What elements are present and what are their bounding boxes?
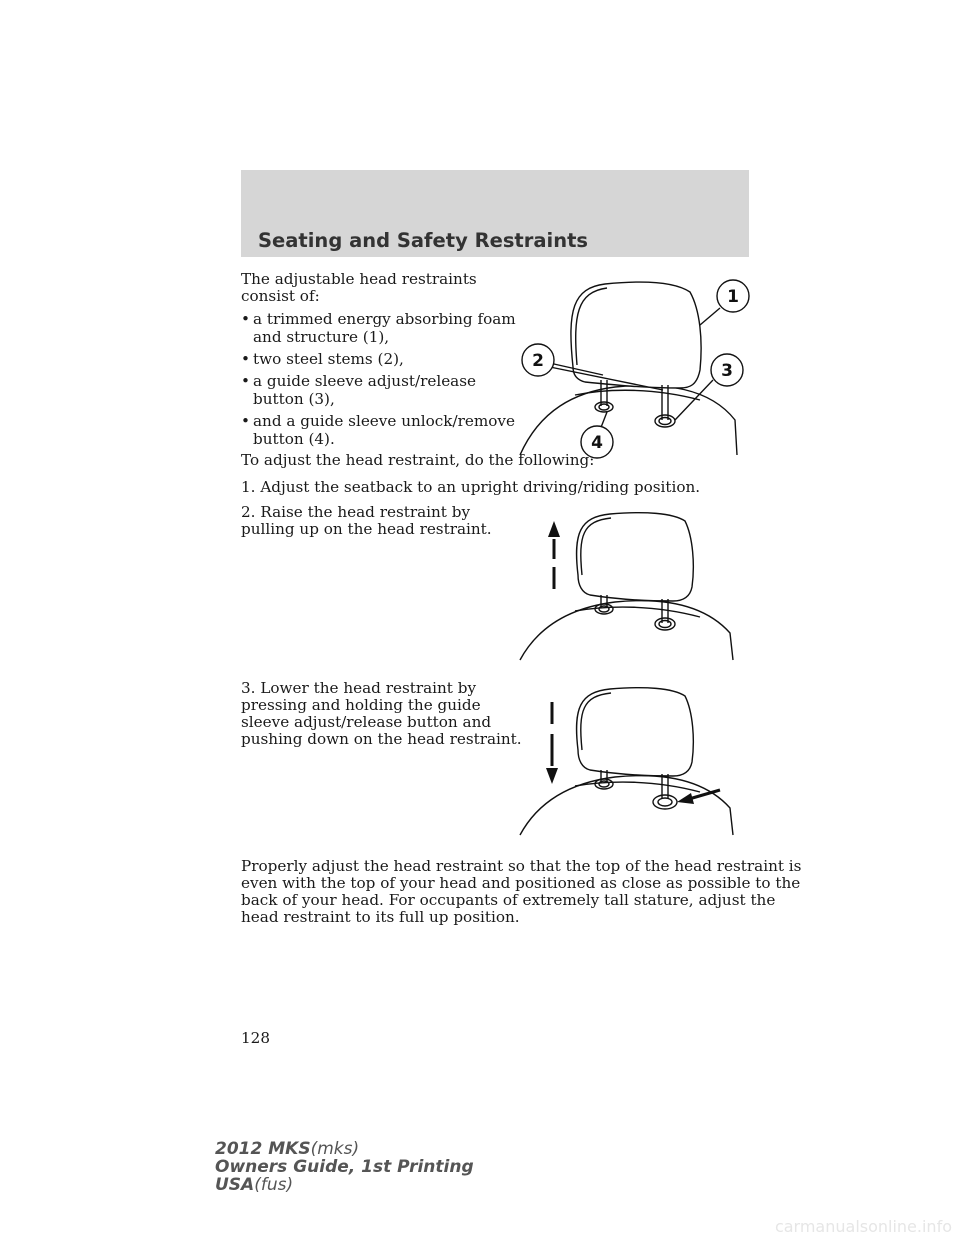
intro-line-2: consist of: — [241, 287, 320, 305]
closing-line-3: back of your head. For occupants of extremely tall stature, adjust the — [241, 891, 776, 909]
list-item-line: button (3), — [253, 389, 335, 408]
callout-2-label: 2 — [532, 351, 544, 371]
step-2-line-2: pulling up on the head restraint. — [241, 520, 492, 538]
watermark: carmanualsonline.info — [774, 1217, 952, 1236]
callout-1-leader — [700, 308, 720, 325]
callout-4-label: 4 — [591, 433, 603, 453]
footer-model-code: (mks) — [310, 1139, 360, 1159]
step-3-line-2: pressing and holding the guide — [241, 696, 481, 714]
footer-guide: Owners Guide, 1st Printing — [215, 1157, 474, 1177]
section-title: Seating and Safety Restraints — [258, 229, 589, 252]
footer-region: USA — [215, 1175, 255, 1195]
lower-head-restraint-figure — [515, 680, 740, 840]
raise-head-restraint-figure — [515, 505, 740, 665]
footer-region-code: (fus) — [254, 1175, 294, 1195]
closing-line-1: Properly adjust the head restraint so that the top of the head restraint is — [241, 857, 802, 875]
bullet-dot: • — [241, 350, 250, 368]
list-item-line: button (4). — [253, 429, 335, 448]
list-item-line: a guide sleeve adjust/release — [253, 372, 477, 390]
step-3-line-1: 3. Lower the head restraint by — [241, 679, 477, 697]
closing-line-4: head restraint to its full up position. — [241, 908, 520, 926]
callout-1-label: 1 — [727, 287, 739, 307]
bullet-dot: • — [241, 412, 250, 430]
list-item-line: and a guide sleeve unlock/remove — [253, 412, 515, 430]
instructions-lead: To adjust the head restraint, do the following: — [241, 451, 595, 469]
page-number: 128 — [241, 1029, 270, 1047]
callout-3-label: 3 — [721, 361, 733, 381]
print-footer — [215, 1140, 474, 1194]
list-item-line: a trimmed energy absorbing foam — [253, 310, 516, 328]
step-2-line-1: 2. Raise the head restraint by — [241, 503, 471, 521]
intro-line-1: The adjustable head restraints — [241, 270, 477, 288]
arrow-up-icon — [548, 521, 560, 589]
step-3-line-3: sleeve adjust/release button and — [241, 713, 492, 731]
list-item-line: two steel stems (2), — [253, 350, 404, 368]
step-3-line-4: pushing down on the head restraint. — [241, 730, 522, 748]
closing-line-2: even with the top of your head and positioned as close as possible to the — [241, 874, 801, 892]
list-item-line: and structure (1), — [253, 327, 390, 346]
footer-model: 2012 MKS — [215, 1139, 311, 1159]
head-restraint-components-figure — [515, 270, 750, 460]
bullet-dot: • — [241, 310, 250, 328]
step-1: 1. Adjust the seatback to an upright driving/riding position. — [241, 478, 701, 496]
arrow-down-icon — [546, 702, 558, 784]
bullet-dot: • — [241, 372, 250, 390]
